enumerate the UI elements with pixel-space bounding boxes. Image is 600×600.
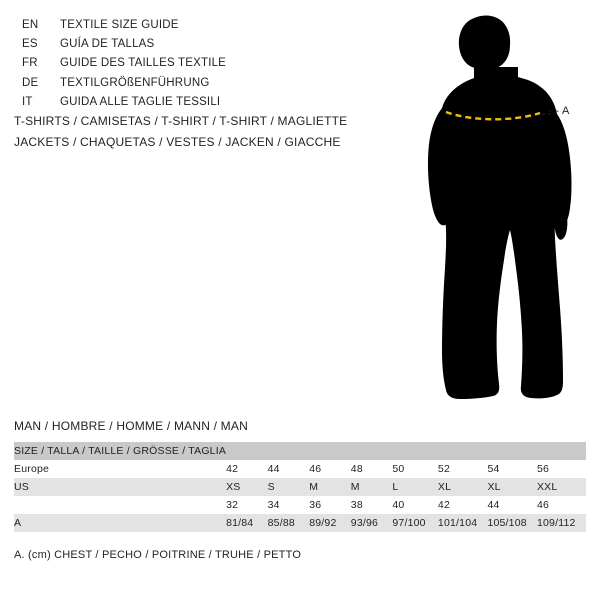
- row-label: Europe: [14, 463, 50, 475]
- language-title: GUIDA ALLE TAGLIE TESSILI: [60, 95, 221, 108]
- row-value: 48: [350, 463, 363, 475]
- row-value: M: [309, 481, 319, 493]
- row-value: 93/96: [350, 517, 379, 529]
- language-title: TEXTILE SIZE GUIDE: [60, 19, 179, 31]
- table-header-cell: [351, 442, 393, 460]
- language-row: [22, 54, 422, 73]
- section-heading-man: MAN / HOMBRE / HOMME / MANN / MAN: [14, 419, 248, 433]
- language-title: GUIDE DES TAILLES TEXTILE: [60, 57, 227, 70]
- table-row: [14, 496, 586, 514]
- row-value: 101/104: [437, 517, 478, 529]
- table-footnote: A. (cm) CHEST / PECHO / POITRINE / TRUHE / PETTO: [14, 549, 302, 561]
- row-value: 109/112: [536, 517, 576, 529]
- row-value: 85/88: [267, 517, 295, 529]
- body-silhouette-figure: [400, 10, 600, 410]
- row-value: XL: [437, 481, 452, 493]
- row-value: 40: [392, 499, 405, 511]
- row-value: XS: [226, 481, 241, 493]
- language-row: [22, 35, 422, 54]
- language-title: TEXTILGRÖßENFÜHRUNG: [60, 76, 210, 89]
- measure-label-letter: A: [562, 105, 570, 117]
- garment-category-jackets: JACKETS / CHAQUETAS / VESTES / JACKEN / GIACCHE: [14, 135, 341, 149]
- row-value: M: [350, 481, 360, 493]
- row-value: 54: [487, 463, 500, 475]
- language-title: GUÍA DE TALLAS: [60, 38, 155, 51]
- measure-label-dashes: - -: [548, 105, 560, 117]
- row-label: [14, 496, 226, 514]
- table-header-cell: [392, 442, 438, 460]
- table-header-cell: [226, 442, 268, 460]
- row-value: 46: [536, 499, 550, 511]
- row-value: 56: [536, 463, 550, 475]
- row-value: 46: [309, 463, 322, 475]
- chest-measure-label: [548, 105, 570, 117]
- row-value: 44: [267, 463, 280, 475]
- table-header-cell: [487, 442, 537, 460]
- row-value: 38: [350, 499, 363, 511]
- table-header-cell: [268, 442, 310, 460]
- table-header-label: SIZE / TALLA / TAILLE / GRÖSSE / TAGLIA: [14, 445, 227, 457]
- row-value: 81/84: [226, 517, 254, 529]
- row-value: 36: [309, 499, 322, 511]
- table-header-cell: [537, 442, 586, 460]
- row-value: 34: [267, 499, 280, 511]
- row-value: XXL: [536, 481, 558, 493]
- language-code: FR: [22, 57, 38, 70]
- row-value: 32: [226, 499, 239, 511]
- language-code: EN: [22, 19, 39, 31]
- garment-category-tshirts: T-SHIRTS / CAMISETAS / T-SHIRT / T-SHIRT / MAGLIETTE: [14, 114, 348, 128]
- row-value: XL: [487, 481, 501, 493]
- language-code: IT: [22, 95, 33, 108]
- garment-category-list: [14, 111, 434, 153]
- language-row: [22, 93, 422, 112]
- table-header-row: [14, 442, 586, 460]
- table-row: [14, 478, 586, 496]
- language-row: [22, 74, 422, 93]
- table-header-cell: [438, 442, 488, 460]
- size-chart-table: [14, 442, 586, 532]
- table-row: [14, 460, 586, 478]
- row-value: 42: [226, 463, 239, 475]
- language-row: [22, 16, 422, 35]
- language-code: ES: [22, 38, 38, 51]
- language-title-list: [22, 16, 422, 112]
- row-value: L: [392, 481, 399, 493]
- row-label: US: [14, 481, 29, 493]
- row-value: 52: [437, 463, 451, 475]
- row-value: 105/108: [487, 517, 527, 529]
- row-value: 42: [437, 499, 451, 511]
- row-value: S: [267, 481, 275, 493]
- row-label: A: [14, 517, 22, 529]
- table-header-cell: [309, 442, 351, 460]
- row-value: 97/100: [392, 517, 426, 529]
- male-silhouette-icon: [400, 10, 600, 410]
- row-value: 50: [392, 463, 405, 475]
- language-code: DE: [22, 76, 39, 89]
- row-value: 89/92: [309, 517, 337, 529]
- table-row: [14, 514, 586, 532]
- row-value: 44: [487, 499, 500, 511]
